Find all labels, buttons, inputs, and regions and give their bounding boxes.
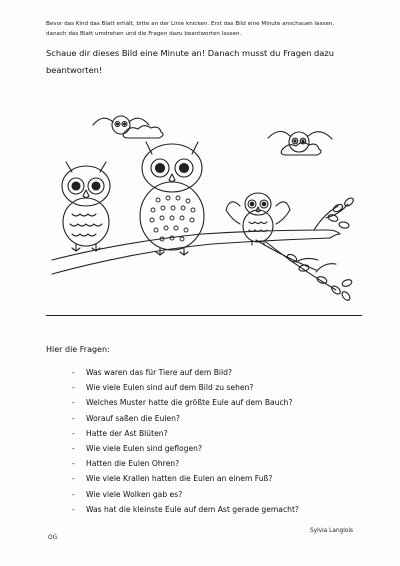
owl-smallest-icon [226,193,290,245]
question-text: Wie viele Krallen hatten die Eulen an einem Fuß? [86,474,273,484]
question-item [72,411,299,426]
task-heading: Schaue dir dieses Bild eine Minute an! Danach musst du Fragen dazu beantworten! [46,48,334,75]
bullet-dash: - [72,428,75,438]
question-text: Wie viele Eulen sind geflogen? [86,443,202,453]
questions-list [72,365,299,517]
owl-illustration [46,90,362,316]
bullet-dash: - [72,504,75,514]
question-item [72,365,299,380]
bullet-dash: - [72,383,75,393]
author-name: Sylvia Langlois [310,528,354,534]
bullet-dash: - [72,398,75,408]
bullet-dash: - [72,459,75,469]
question-text: Hatte der Ast Blüten? [86,428,168,438]
cloud-icon [281,143,321,155]
flying-owl-icon [268,131,332,152]
question-text: Was waren das für Tiere auf dem Bild? [86,368,232,377]
bullet-dash: - [72,474,75,484]
question-text: Wie viele Wolken gab es? [86,489,183,499]
question-text: Hatten die Eulen Ohren? [86,459,180,469]
bullet-dash: - [72,368,75,377]
owl-small-left-icon [62,162,110,251]
question-item [72,395,299,410]
footer-code: OG [48,535,58,541]
question-item [72,502,299,517]
bullet-dash: - [72,443,75,453]
questions-title: Hier die Fragen: [46,345,110,354]
question-item [72,456,299,471]
question-text: Welches Muster hatte die größte Eule auf dem Bauch? [86,398,293,408]
question-item [72,487,299,502]
question-text: Wie viele Eulen sind auf dem Bild zu sehen? [86,383,254,393]
question-item [72,380,299,395]
question-item [72,441,299,456]
bullet-dash: - [72,413,75,423]
question-text: Was hat die kleinste Eule auf dem Ast gerade gemacht? [86,504,299,514]
question-item [72,471,299,486]
question-item [72,426,299,441]
bullet-dash: - [72,489,75,499]
owl-large-icon [140,142,204,255]
question-text: Worauf saßen die Eulen? [86,413,180,423]
teacher-instructions: Bevor das Kind das Blatt erhält, bitte an der Linie knicken. Erst das Bild eine Minute anschauen lassen, danach das Blatt umdrehen und die Fragen dazu beantworten lassen. [46,21,335,37]
flying-owl-icon [93,116,149,134]
